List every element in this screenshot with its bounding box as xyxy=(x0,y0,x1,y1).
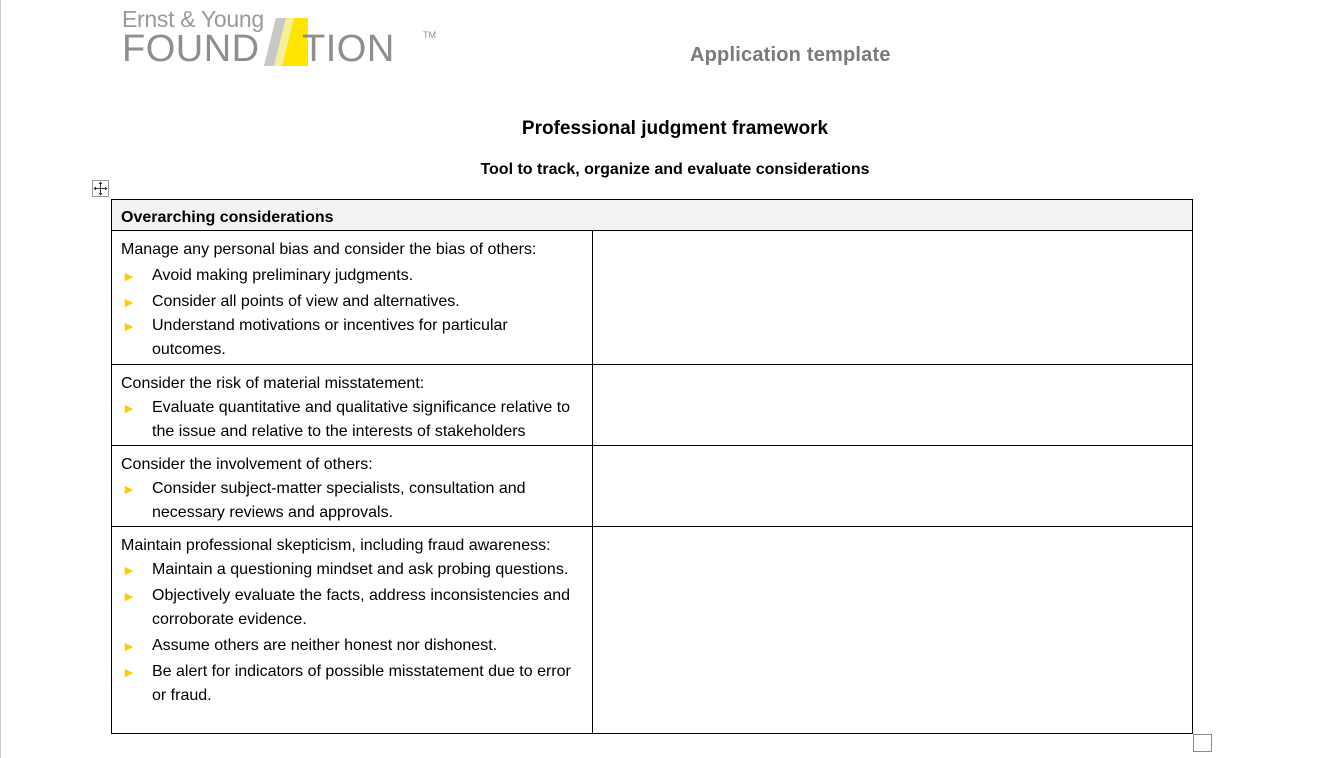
triangle-bullet-icon: ► xyxy=(122,318,136,334)
bullet-text: Avoid making preliminary judgments. xyxy=(152,267,414,284)
list-item xyxy=(121,290,584,314)
list-item xyxy=(121,634,584,658)
logo-top-text: Ernst & Young xyxy=(122,6,264,32)
consideration-lead: Manage any personal bias and consider the bias of others: xyxy=(121,241,537,258)
triangle-bullet-icon: ► xyxy=(122,294,136,310)
table-header: Overarching considerations xyxy=(112,200,1192,231)
list-item xyxy=(121,558,584,582)
table-row xyxy=(112,446,1192,527)
notes-cell[interactable] xyxy=(593,365,1192,445)
list-item xyxy=(121,314,584,362)
move-arrows-icon xyxy=(93,181,108,196)
table-row xyxy=(112,231,1192,365)
table-resize-handle[interactable] xyxy=(1193,734,1212,752)
bullet-text: Be alert for indicators of possible misstatement due to error or fraud. xyxy=(152,663,571,704)
bullet-text: Consider subject-matter specialists, consultation and necessary reviews and approvals. xyxy=(152,480,526,521)
notes-cell[interactable] xyxy=(593,527,1192,733)
ey-foundation-logo xyxy=(122,6,442,70)
list-item xyxy=(121,660,584,708)
notes-cell[interactable] xyxy=(593,231,1192,364)
triangle-bullet-icon: ► xyxy=(122,588,136,604)
consideration-lead: Consider the risk of material misstatement: xyxy=(121,375,425,392)
table-row xyxy=(112,365,1192,446)
triangle-bullet-icon: ► xyxy=(122,481,136,497)
consideration-cell[interactable] xyxy=(112,231,593,364)
bullet-text: Maintain a questioning mindset and ask probing questions. xyxy=(152,561,569,578)
triangle-bullet-icon: ► xyxy=(122,268,136,284)
logo-trademark: TM xyxy=(423,30,436,40)
bullet-text: Objectively evaluate the facts, address inconsistencies and corroborate evidence. xyxy=(152,587,571,628)
application-template-label: Application template xyxy=(690,44,891,66)
list-item xyxy=(121,264,584,288)
bullet-text: Assume others are neither honest nor dishonest. xyxy=(152,637,498,654)
consideration-lead: Consider the involvement of others: xyxy=(121,456,373,473)
triangle-bullet-icon: ► xyxy=(122,400,136,416)
notes-cell[interactable] xyxy=(593,446,1192,526)
bullet-text: Understand motivations or incentives for particular outcomes. xyxy=(152,317,508,358)
list-item xyxy=(121,584,584,632)
logo-word-left: FOUND xyxy=(122,28,260,70)
triangle-bullet-icon: ► xyxy=(122,562,136,578)
consideration-cell[interactable] xyxy=(112,527,593,733)
triangle-bullet-icon: ► xyxy=(122,638,136,654)
document-subtitle: Tool to track, organize and evaluate considerations xyxy=(480,161,870,178)
considerations-table xyxy=(111,199,1193,734)
consideration-cell[interactable] xyxy=(112,365,593,445)
list-item xyxy=(121,396,584,444)
bullet-text: Evaluate quantitative and qualitative significance relative to the issue and relative to the interests of stakeholders xyxy=(152,399,571,440)
table-row xyxy=(112,527,1192,733)
document-title: Professional judgment framework xyxy=(521,118,829,139)
bullet-text: Consider all points of view and alternatives. xyxy=(152,293,460,310)
page-left-edge xyxy=(0,0,1,758)
triangle-bullet-icon: ► xyxy=(122,664,136,680)
table-move-handle[interactable] xyxy=(92,180,109,197)
consideration-lead: Maintain professional skepticism, including fraud awareness: xyxy=(121,537,551,554)
logo-word-right: TION xyxy=(302,28,395,70)
consideration-cell[interactable] xyxy=(112,446,593,526)
list-item xyxy=(121,477,584,525)
